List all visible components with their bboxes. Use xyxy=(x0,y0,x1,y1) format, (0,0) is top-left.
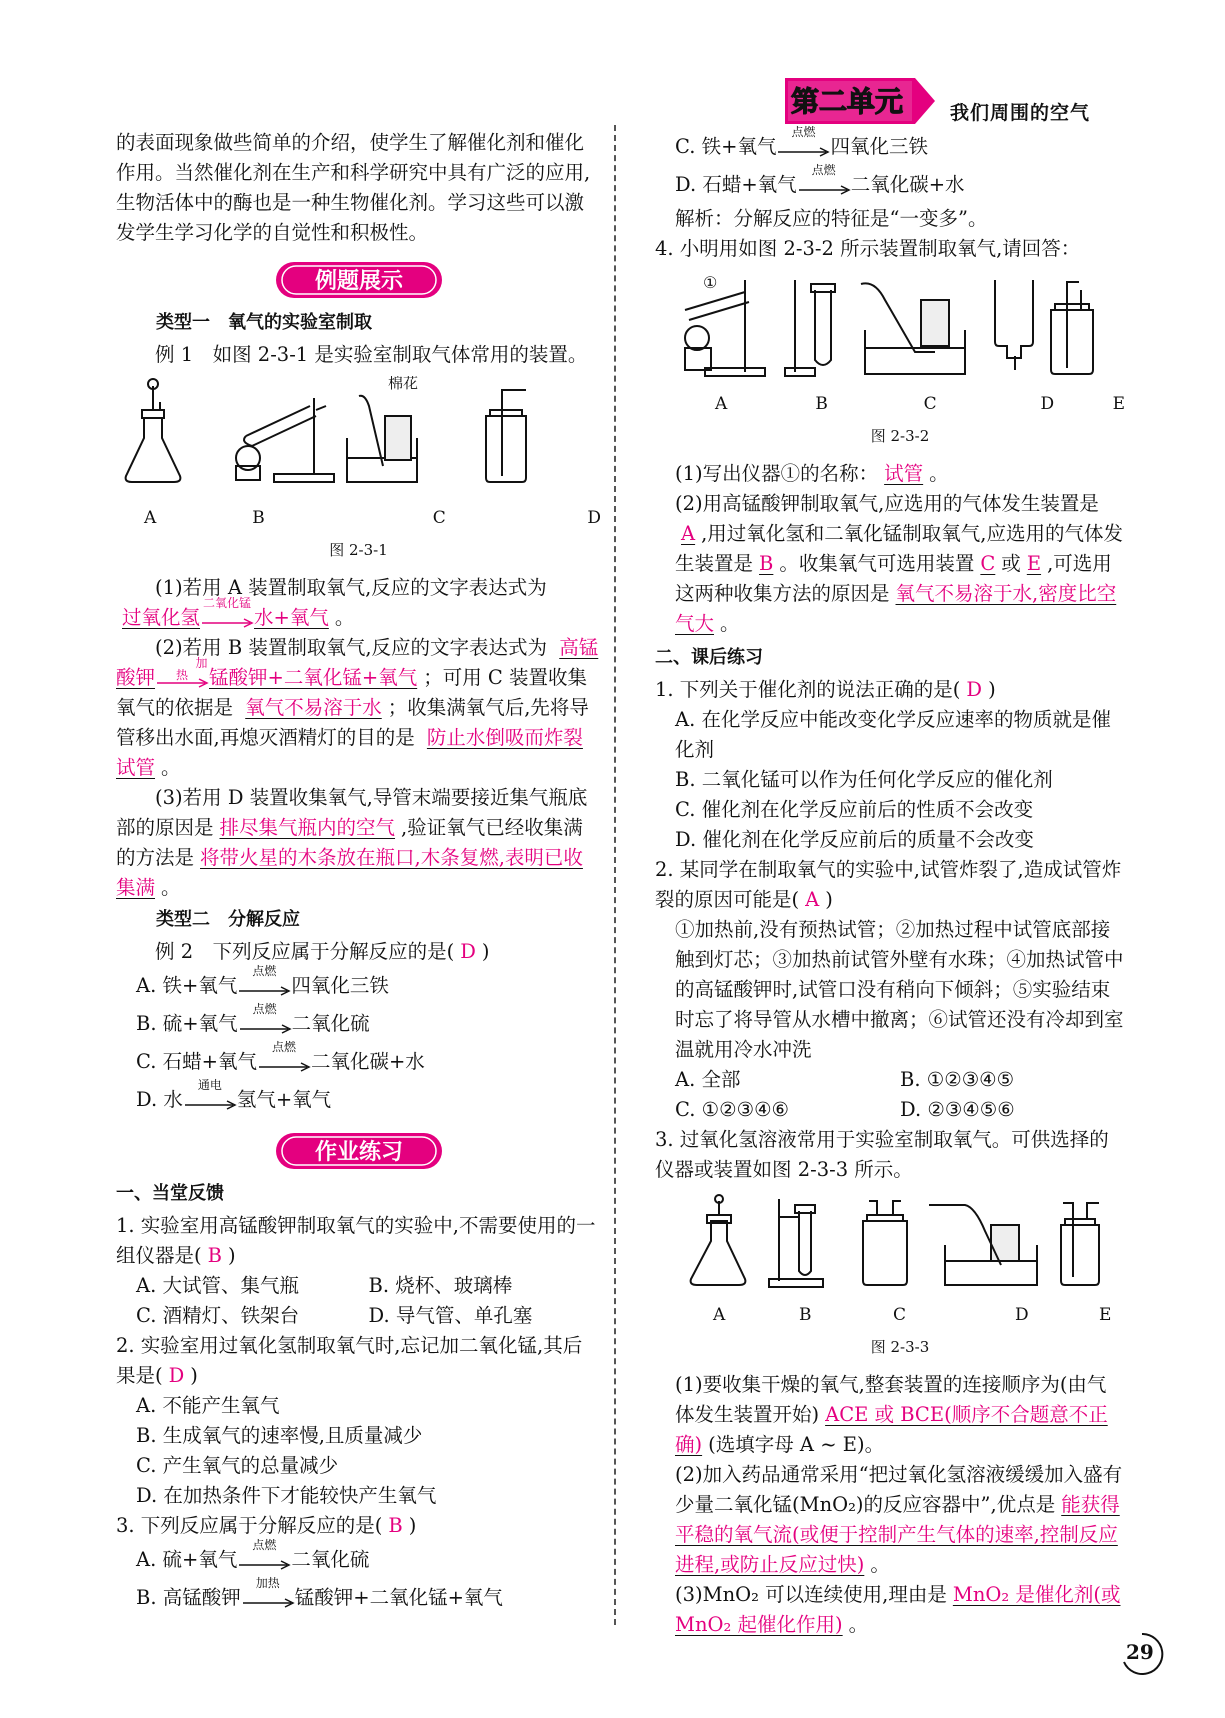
fig2-label-c: C xyxy=(923,394,937,414)
fig2-apparatus-a xyxy=(685,280,765,376)
page-number: 29 xyxy=(1120,1632,1164,1676)
banner-homework xyxy=(274,1131,444,1171)
p2-options-row2: C. ①②③④⑥ D. ②③④⑤⑥ xyxy=(675,1098,1015,1121)
hw3-option-c: C. 铁+氧气 点燃 四氧化三铁 xyxy=(675,124,928,158)
fig1-label-c: C xyxy=(432,508,446,528)
fig2-label-e: E xyxy=(1112,394,1125,414)
hw3-options xyxy=(116,1537,601,1617)
hw1-options-row2: C. 酒精灯、铁架台 D. 导气管、单孔塞 xyxy=(136,1304,533,1327)
p1-option-c: C. 催化剂在化学反应前后的性质不会改变 xyxy=(675,798,1034,821)
example-2-stem: 例 2 下列反应属于分解反应的是( D ) xyxy=(155,940,490,963)
fig3-apparatus-b xyxy=(769,1199,823,1287)
analysis-note: 解析：分解反应的特征是“一变多”。 xyxy=(675,207,988,230)
hw1-options-row1: A. 大试管、集气瓶 B. 烧杯、玻璃棒 xyxy=(136,1274,513,1297)
figure-2-3-1-labels xyxy=(116,503,601,533)
fig3-label-d: D xyxy=(1015,1305,1029,1325)
figure-2-3-3-drawing xyxy=(675,1191,1115,1291)
hw2-option-a: A. 不能产生氧气 xyxy=(136,1394,280,1417)
unit-label: 第二单元 xyxy=(790,85,904,118)
banner-examples-label: 例题展示 xyxy=(314,269,403,294)
figure-2-3-2-drawing xyxy=(675,270,1115,380)
ex2-option-b: B. 硫+氧气 点燃 二氧化硫 xyxy=(136,1001,370,1035)
figure-2-3-2-labels xyxy=(675,389,1125,419)
hw3-option-a: A. 硫+氧气 点燃 二氧化硫 xyxy=(136,1537,370,1571)
instrument-1-marker: ① xyxy=(703,273,718,292)
apparatus-c-trough xyxy=(347,396,417,482)
reaction-arrow: 加热 xyxy=(155,669,209,689)
hw2-stem: 2. 实验室用过氧化氢制取氧气时,忘记加二氧化锰,其后果是( D ) xyxy=(116,1334,583,1387)
hw2-option-b: B. 生成氧气的速率慢,且质量减少 xyxy=(136,1424,423,1447)
right-column xyxy=(655,124,1125,1640)
hw3-stem: 3. 下列反应属于分解反应的是( B ) xyxy=(116,1514,417,1537)
p2-options-row1: A. 全部 B. ①②③④⑤ xyxy=(675,1068,1015,1091)
column-divider xyxy=(614,125,616,1625)
figure-2-3-1-drawing xyxy=(116,376,596,494)
left-column xyxy=(116,128,601,1617)
q1-2-answer-2: 氧气不易溶于水 xyxy=(245,696,382,719)
fig3-label-e: E xyxy=(1099,1305,1112,1325)
p2-stem: 2. 某同学在制取氧气的实验中,试管炸裂了,造成试管炸裂的原因可能是( A ) xyxy=(655,858,1122,911)
hw3-options-continued xyxy=(655,124,1125,204)
fig3-apparatus-e xyxy=(1061,1203,1099,1285)
hw4-stem: 4. 小明用如图 2-3-2 所示装置制取氧气,请回答： xyxy=(655,237,1081,260)
p1-stem: 1. 下列关于催化剂的说法正确的是( D ) xyxy=(655,678,996,701)
figure-2-3-2-caption: 图 2-3-2 xyxy=(870,427,930,445)
fig2-apparatus-d xyxy=(995,280,1033,370)
hw1-stem: 1. 实验室用高锰酸钾制取氧气的实验中,不需要使用的一组仪器是( B ) xyxy=(116,1214,596,1267)
fig2-apparatus-c xyxy=(861,283,965,374)
hw3-option-b: B. 高锰酸钾 加热 锰酸钾+二氧化锰+氧气 xyxy=(136,1575,503,1609)
hw3-option-d: D. 石蜡+氧气 点燃 二氧化碳+水 xyxy=(675,162,965,196)
p3-part2: (2)加入药品通常采用“把过氧化氢溶液缓缓加入盛有少量二氧化锰(MnO₂)的反应容器中”,优点是 能获得平稳的氧气流(或便于控制产生气体的速率,控制反应进程,或防止反应过快) 。 xyxy=(675,1463,1123,1576)
fig1-label-b: B xyxy=(252,508,265,528)
hw2-option-c: C. 产生氧气的总量减少 xyxy=(136,1454,339,1477)
fig3-apparatus-c xyxy=(863,1201,907,1285)
p3-stem: 3. 过氧化氢溶液常用于实验室制取氧气。可供选择的仪器或装置如图 2-3-3 所示。 xyxy=(655,1128,1109,1181)
reaction-arrow: 二氧化锰 xyxy=(200,609,254,629)
fig2-label-d: D xyxy=(1040,394,1055,414)
fig2-label-a: A xyxy=(715,394,728,414)
figure-2-3-3 xyxy=(655,1191,1125,1362)
section-2-heading: 二、课后练习 xyxy=(655,647,763,668)
p2-body: ①加热前,没有预热试管；②加热过程中试管底部接触到灯芯；③加热前试管外壁有水珠；④加热试管中的高锰酸钾时,试管口没有稍向下倾斜；⑤实验结束时忘了将导管从水槽中撤离；⑥试管还没有冷却到室温就用冷水冲洗 xyxy=(675,918,1124,1061)
ex2-option-a: A. 铁+氧气 点燃 四氧化三铁 xyxy=(136,963,389,997)
figure-2-3-2 xyxy=(655,270,1125,451)
hw2-option-d: D. 在加热条件下才能较快产生氧气 xyxy=(136,1484,437,1507)
fig3-label-a: A xyxy=(713,1305,726,1325)
hw4-part1: (1)写出仪器①的名称： 试管 。 xyxy=(675,462,949,485)
fig2-apparatus-e xyxy=(1051,282,1093,374)
q1-part3: (3)若用 D 装置收集氧气,导管末端要接近集气瓶底部的原因是 排尽集气瓶内的空气 ,验证氧气已经收集满的方法是 将带火星的木条放在瓶口,木条复燃,表明已收集满 。 xyxy=(116,786,588,899)
fig2-apparatus-b xyxy=(785,280,835,376)
intro-paragraph: 的表面现象做些简单的介绍，使学生了解催化剂和催化作用。当然催化剂在生产和科学研究中具有广泛的应用,生物活体中的酶也是一种生物催化剂。学习这些可以激发学生学习化学的自觉性和积极性。 xyxy=(116,131,591,244)
unit-badge xyxy=(785,78,935,124)
p1-option-d: D. 催化剂在化学反应前后的质量不会改变 xyxy=(675,828,1034,851)
fig3-label-c: C xyxy=(893,1305,907,1325)
q1-2-answer-3: 防止水倒吸而炸裂试管 xyxy=(116,726,583,779)
q1-3-answer-2: 将带火星的木条放在瓶口,木条复燃,表明已收集满 xyxy=(116,846,583,899)
figure-2-3-1 xyxy=(116,376,601,565)
ex2-option-d: D. 水 通电 氢气+氧气 xyxy=(136,1077,332,1111)
hw4-part2: (2)用高锰酸钾制取氧气,应选用的气体发生装置是A ,用过氧化氢和二氧化锰制取氧气,应选用的气体发生装置是 B 。收集氧气可选用装置 C 或 E ,可选用这两种收集方法的原因是 氧气不易溶于水,密度比空气大 。 xyxy=(675,492,1123,635)
apparatus-a-flask xyxy=(126,379,181,482)
q1-part1-answer: 过氧化氢 二氧化锰 水+氧气 。 xyxy=(122,595,355,629)
q1-3-answer-1: 排尽集气瓶内的空气 xyxy=(219,816,396,839)
figure-2-3-1-caption: 图 2-3-1 xyxy=(329,541,388,559)
type-1-heading: 类型一 氧气的实验室制取 xyxy=(156,312,372,333)
apparatus-b-heating xyxy=(236,398,334,482)
banner-homework-label: 作业练习 xyxy=(314,1140,403,1165)
example-2-options xyxy=(116,963,601,1119)
p3-part1: (1)要收集干燥的氧气,整套装置的连接顺序为(由气体发生装置开始) ACE 或 BCE(顺序不合题意不正确) (选填字母 A ~ E)。 xyxy=(675,1373,1108,1456)
type-2-heading: 类型二 分解反应 xyxy=(156,909,300,930)
p1-option-a: A. 在化学反应中能改变化学反应速率的物质就是催化剂 xyxy=(675,708,1111,761)
figure-2-3-3-labels xyxy=(675,1300,1125,1330)
q1-part2: (2)若用 B 装置制取氧气,反应的文字表达式为 高锰酸钾 加热 锰酸钾+二氧化锰+氧气 ；可用 C 装置收集氧气的依据是 氧气不易溶于水 ；收集满氧气后,先将导管移出水面,再熄灭酒精灯的目的是 防止水倒吸而炸裂试管 。 xyxy=(116,636,599,779)
q1-part1: (1)若用 A 装置制取氧气,反应的文字表达式为 xyxy=(155,576,547,599)
banner-examples xyxy=(274,260,444,300)
p1-option-b: B. 二氧化锰可以作为任何化学反应的催化剂 xyxy=(675,768,1053,791)
cotton-label: 棉花 xyxy=(388,376,419,392)
fig1-label-a: A xyxy=(144,508,157,528)
example-1-stem: 例 1 如图 2-3-1 是实验室制取气体常用的装置。 xyxy=(155,343,588,366)
fig3-label-b: B xyxy=(799,1305,812,1325)
ex2-option-c: C. 石蜡+氧气 点燃 二氧化碳+水 xyxy=(136,1039,425,1073)
figure-2-3-3-caption: 图 2-3-3 xyxy=(870,1338,930,1356)
fig3-apparatus-a xyxy=(691,1195,746,1285)
section-1-heading: 一、当堂反馈 xyxy=(116,1183,224,1204)
fig2-label-b: B xyxy=(815,394,828,414)
apparatus-d-gas-jar xyxy=(486,390,526,482)
unit-title: 我们周围的空气 xyxy=(950,102,1091,124)
fig3-apparatus-d xyxy=(929,1205,1037,1285)
fig1-label-d: D xyxy=(587,508,601,528)
p3-part3: (3)MnO₂ 可以连续使用,理由是 MnO₂ 是催化剂(或 MnO₂ 起催化作用) 。 xyxy=(675,1583,1121,1636)
